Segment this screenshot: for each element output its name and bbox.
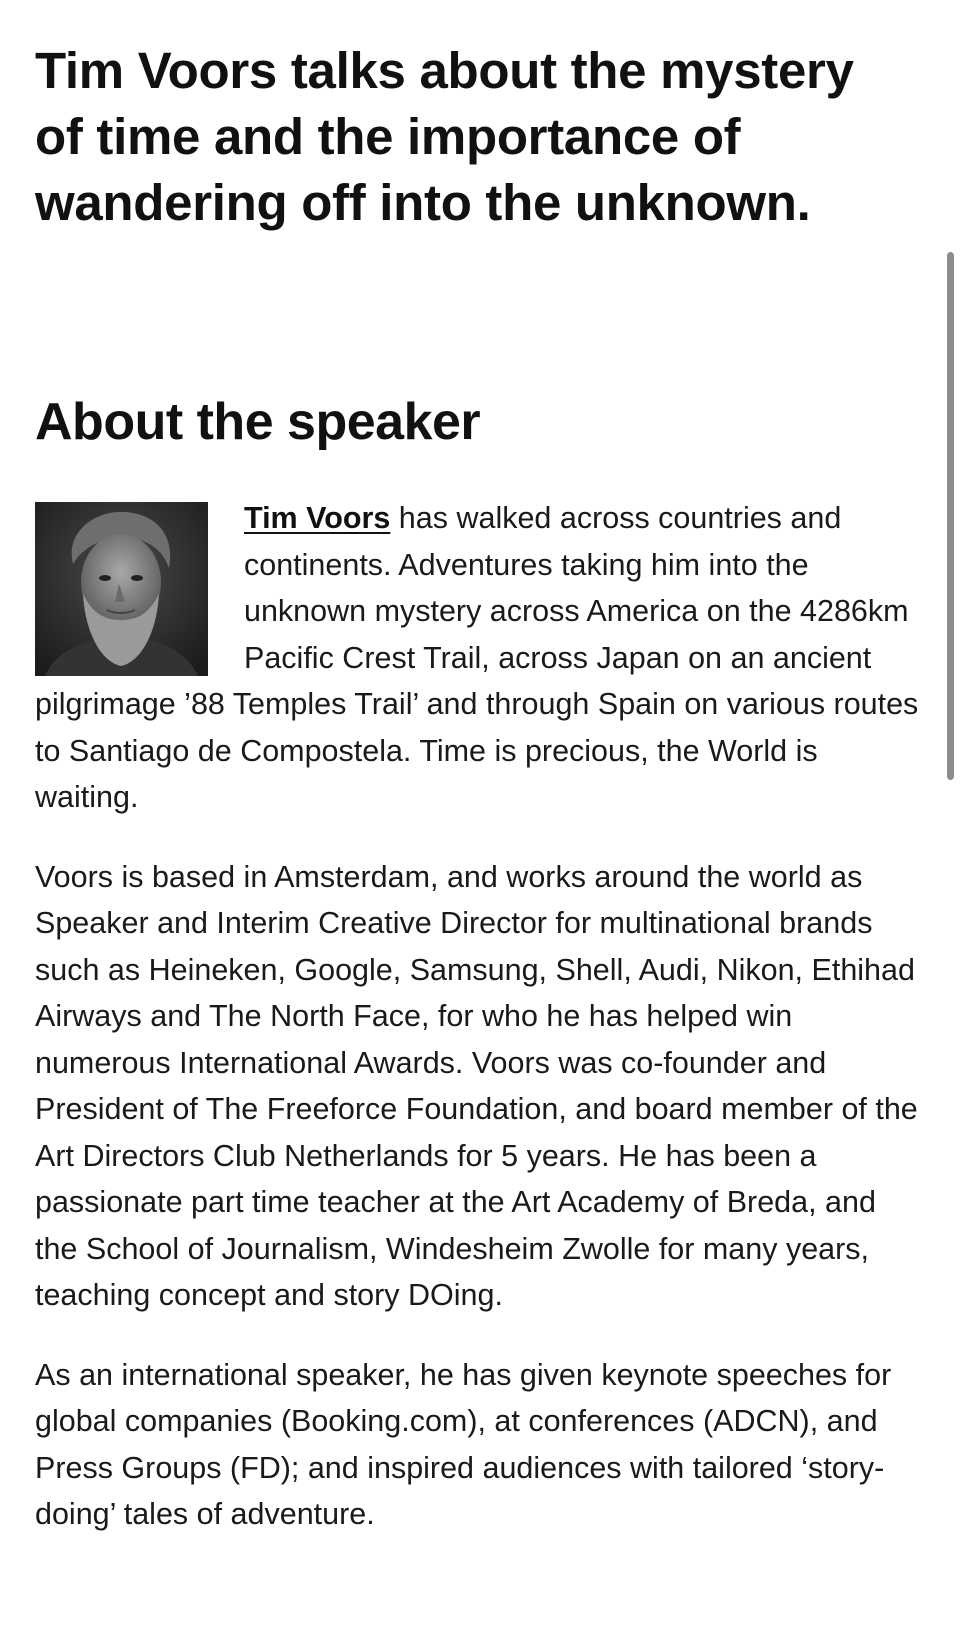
portrait-image — [35, 502, 208, 676]
speaker-bio — [35, 495, 925, 1571]
bio-paragraph-3: As an international speaker, he has given keynote speeches for global companies (Booking.com), at conferences (ADCN), and Press Groups (FD); and inspired audiences with tailored ‘story-doing’ tales of adventure. — [35, 1357, 892, 1531]
section-title-about-speaker: About the speaker — [35, 393, 481, 451]
bio-paragraph-1-text: has walked across countries and continents. Adventures taking him into the unknown mystery across America on the 4286km Pacific Crest Trail, across Japan on an ancient pilgrimage ’88 Temples Trail’ and through Spain on various routes to Santiago de Compostela. Time is precious, the World is waiting. — [35, 501, 919, 814]
speaker-portrait — [35, 502, 208, 676]
bio-paragraph-1 — [35, 495, 925, 821]
article-headline: Tim Voors talks about the mystery of time and the importance of wandering off into the unknown. — [35, 42, 854, 231]
vertical-scrollbar[interactable] — [947, 252, 954, 780]
bio-paragraph-2: Voors is based in Amsterdam, and works around the world as Speaker and Interim Creative Director for multinational brands such as Heineken, Google, Samsung, Shell, Audi, Nikon, Ethihad Airways and The North Face, for who he has helped win numerous International Awards. Voors was co-founder and President of The Freeforce Foundation, and board member of the Art Directors Club Netherlands for 5 years. He has been a passionate part time teacher at the Art Academy of Breda, and the School of Journalism, Windesheim Zwolle for many years, teaching concept and story DOing. — [35, 859, 918, 1312]
speaker-name-link[interactable]: Tim Voors — [244, 501, 391, 535]
